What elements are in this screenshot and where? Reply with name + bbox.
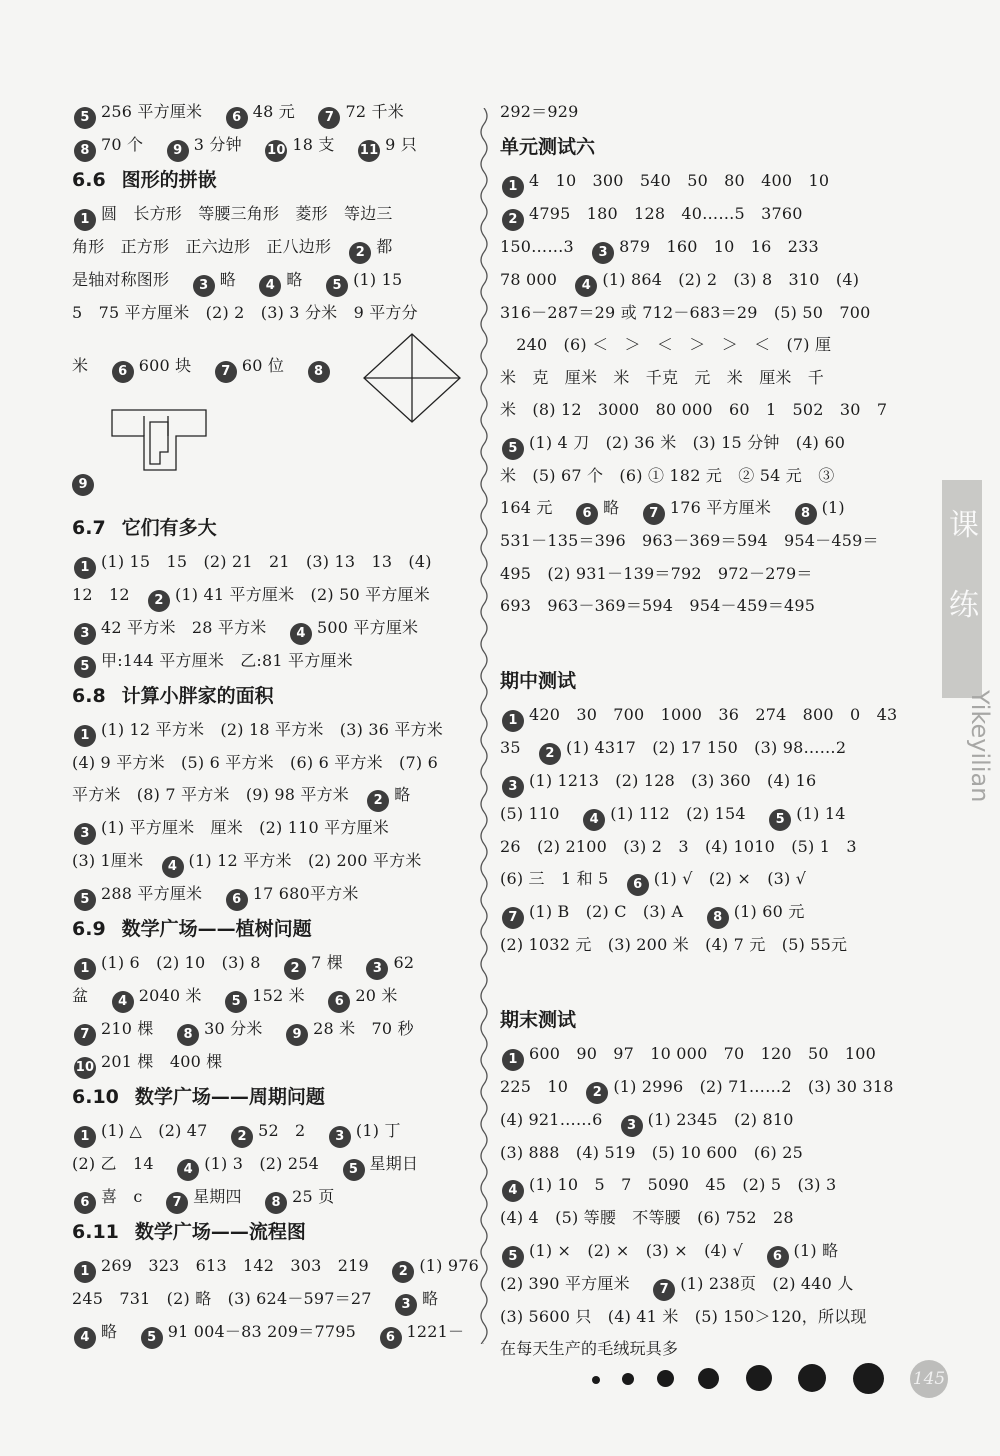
answer-text: (1) bbox=[821, 498, 845, 517]
answer-line bbox=[72, 1316, 468, 1349]
answer-line bbox=[500, 165, 896, 198]
section-title: 图形的拼嵌 bbox=[121, 169, 217, 191]
question-number: 8 bbox=[265, 1192, 287, 1214]
question-number: 9 bbox=[167, 140, 189, 162]
section-title: 计算小胖家的面积 bbox=[121, 684, 274, 707]
section-heading bbox=[72, 911, 468, 947]
question-number: 4 bbox=[112, 991, 134, 1013]
question-number: 4 bbox=[177, 1159, 199, 1181]
answer-text: (3) 888 (4) 519 (5) 10 600 (6) 25 bbox=[500, 1142, 804, 1162]
question-number: 9 bbox=[286, 1024, 308, 1046]
column-divider bbox=[474, 108, 494, 1344]
answer-line bbox=[72, 947, 468, 980]
answer-line bbox=[72, 1013, 468, 1046]
decorative-dot bbox=[746, 1365, 772, 1391]
answer-text: (2) 1032 元 (3) 200 米 (4) 7 元 (5) 55元 bbox=[500, 935, 848, 954]
answer-line bbox=[72, 96, 468, 129]
answer-text: 米 克 厘米 米 千克 元 米 厘米 千 bbox=[500, 367, 825, 387]
answer-text: (1) 60 元 bbox=[733, 902, 805, 921]
answer-text: 都 bbox=[376, 237, 393, 256]
answer-text: (5) 110 bbox=[500, 803, 560, 823]
answer-text: (1) 15 bbox=[353, 270, 403, 289]
answer-text: (1) √ (2) × (3) √ bbox=[653, 869, 807, 888]
question-number: 4 bbox=[583, 809, 605, 831]
answer-text: 5 75 平方厘米 (2) 2 (3) 3 分米 9 平方分 bbox=[72, 303, 418, 322]
decorative-dot bbox=[798, 1364, 826, 1392]
section-heading: 单元测试六 bbox=[500, 135, 596, 158]
answer-line bbox=[72, 1046, 468, 1079]
page-number: 145 bbox=[910, 1360, 948, 1398]
answer-line bbox=[500, 732, 896, 765]
answer-line bbox=[72, 812, 468, 845]
answer-line-with-figure bbox=[72, 406, 468, 510]
question-number: 6 bbox=[74, 1192, 96, 1214]
answer-text: 495 (2) 931－139＝792 972－279＝ bbox=[500, 563, 813, 583]
answer-text: 26 (2) 2100 (3) 2 3 (4) 1010 (5) 1 3 bbox=[500, 836, 857, 856]
left-column bbox=[72, 96, 480, 1349]
answer-text: 164 元 bbox=[500, 498, 553, 517]
answer-text: 201 棵 400 棵 bbox=[101, 1052, 223, 1071]
answer-text: 42 平方米 28 平方米 bbox=[101, 617, 267, 637]
question-number: 1 bbox=[74, 557, 96, 579]
question-number: 2 bbox=[586, 1082, 608, 1104]
answer-text: (1) 15 15 (2) 21 21 (3) 13 13 (4) bbox=[101, 551, 432, 571]
answer-text: 1221－ bbox=[406, 1322, 465, 1341]
tiling-shape-figure bbox=[110, 408, 210, 474]
question-number: 8 bbox=[177, 1024, 199, 1046]
answer-text: 2040 米 bbox=[138, 986, 202, 1005]
question-number: 9 bbox=[72, 474, 94, 496]
question-number: 5 bbox=[769, 809, 791, 831]
answer-text: 略 bbox=[219, 270, 236, 289]
question-number: 5 bbox=[502, 1246, 524, 1268]
question-number: 6 bbox=[112, 361, 134, 383]
question-number: 3 bbox=[592, 242, 614, 264]
answer-text: (1) 平方厘米 厘米 (2) 110 平方厘米 bbox=[101, 818, 389, 837]
answer-line bbox=[500, 1104, 896, 1137]
question-number: 1 bbox=[74, 1126, 96, 1148]
question-number: 3 bbox=[395, 1294, 417, 1316]
answer-line bbox=[500, 460, 896, 493]
answer-text: 是轴对称图形 bbox=[72, 270, 170, 289]
question-number: 7 bbox=[74, 1024, 96, 1046]
question-number: 1 bbox=[74, 1261, 96, 1283]
answer-line bbox=[500, 558, 896, 591]
answer-line bbox=[72, 779, 468, 812]
answer-text: (6) 三 1 和 5 bbox=[500, 869, 609, 888]
answer-text: 28 米 70 秒 bbox=[313, 1019, 414, 1038]
answer-text: (3) 5600 只 (4) 41 米 (5) 150＞120，所以现 bbox=[500, 1306, 867, 1326]
answer-line bbox=[72, 198, 468, 231]
answer-text: 879 160 10 16 233 bbox=[619, 236, 819, 256]
answer-line bbox=[500, 96, 896, 129]
section-heading bbox=[72, 162, 468, 198]
question-number: 2 bbox=[148, 590, 170, 612]
question-number: 3 bbox=[74, 823, 96, 845]
question-number: 11 bbox=[358, 140, 380, 162]
answer-line bbox=[500, 896, 896, 929]
answer-line bbox=[500, 1169, 896, 1202]
section-number: 6.10 bbox=[72, 1086, 119, 1108]
answer-line bbox=[72, 579, 468, 612]
answer-line bbox=[72, 1115, 468, 1148]
answer-line bbox=[72, 264, 468, 297]
decorative-dot bbox=[853, 1363, 884, 1394]
question-number: 7 bbox=[502, 907, 524, 929]
answer-line bbox=[500, 1071, 896, 1104]
question-number: 2 bbox=[349, 242, 371, 264]
answer-text: 152 米 bbox=[252, 986, 305, 1005]
answer-text: (1) 10 5 7 5090 45 (2) 5 (3) 3 bbox=[529, 1175, 837, 1194]
section-heading bbox=[72, 678, 468, 714]
answer-text: 米 bbox=[72, 355, 89, 375]
answer-text: 420 30 700 1000 36 274 800 0 43 bbox=[529, 704, 898, 724]
answer-line bbox=[72, 1148, 468, 1181]
answer-line bbox=[500, 1301, 896, 1334]
answer-line bbox=[500, 525, 896, 558]
answer-line bbox=[72, 297, 468, 330]
answer-text: (1) 976 bbox=[419, 1256, 480, 1275]
answer-line bbox=[72, 747, 468, 780]
answer-text: 4 10 300 540 50 80 400 10 bbox=[529, 170, 830, 190]
answer-text: (4) 921……6 bbox=[500, 1109, 603, 1129]
answer-line bbox=[500, 863, 896, 896]
section-heading: 期中测试 bbox=[500, 669, 577, 692]
answer-line bbox=[72, 546, 468, 579]
answer-line bbox=[500, 1202, 896, 1235]
answer-text: 288 平方厘米 bbox=[101, 884, 203, 903]
question-number: 10 bbox=[74, 1057, 96, 1079]
answer-text: 91 004－83 209＝7795 bbox=[167, 1322, 356, 1341]
question-number: 6 bbox=[767, 1246, 789, 1268]
answer-line bbox=[500, 1137, 896, 1170]
answer-line bbox=[72, 1283, 468, 1316]
question-number: 2 bbox=[231, 1126, 253, 1148]
decorative-dot bbox=[657, 1370, 674, 1387]
section-heading: 期末测试 bbox=[500, 1008, 577, 1031]
answer-text: 18 支 bbox=[292, 135, 335, 154]
answer-text: (1) 2345 (2) 810 bbox=[647, 1109, 794, 1129]
answer-text: 甲:144 平方厘米 乙:81 平方厘米 bbox=[101, 650, 353, 670]
answer-text: (4) 9 平方米 (5) 6 平方米 (6) 6 平方米 (7) 6 bbox=[72, 752, 438, 772]
answer-text: (1) 238页 (2) 440 人 bbox=[680, 1273, 854, 1293]
answer-text: 星期四 bbox=[193, 1187, 242, 1206]
question-number: 1 bbox=[74, 958, 96, 980]
answer-line bbox=[72, 129, 468, 162]
section-title: 它们有多大 bbox=[121, 516, 217, 539]
question-number: 5 bbox=[502, 438, 524, 460]
question-number: 10 bbox=[265, 140, 287, 162]
answer-line bbox=[500, 198, 896, 231]
answer-line bbox=[500, 362, 896, 395]
question-number: 4 bbox=[162, 856, 184, 878]
question-number: 1 bbox=[74, 209, 96, 231]
answer-text: 角形 正方形 正六边形 正八边形 bbox=[72, 237, 332, 256]
answer-text: 25 页 bbox=[292, 1187, 335, 1206]
question-number: 4 bbox=[575, 275, 597, 297]
question-number: 2 bbox=[367, 790, 389, 812]
decorative-dot bbox=[698, 1368, 719, 1389]
answer-text: 600 90 97 10 000 70 120 50 100 bbox=[529, 1043, 877, 1063]
section-heading bbox=[72, 1214, 468, 1250]
answer-line bbox=[72, 714, 468, 747]
answer-text: 35 bbox=[500, 737, 521, 757]
answer-text: (1) △ (2) 47 bbox=[101, 1121, 208, 1140]
question-number: 5 bbox=[74, 107, 96, 129]
answer-line bbox=[500, 1235, 896, 1268]
answer-text: 225 10 bbox=[500, 1076, 569, 1096]
answer-line bbox=[500, 297, 896, 330]
answer-text: 9 只 bbox=[385, 135, 417, 154]
answer-text: 531－135＝396 963－369＝594 954－459＝ bbox=[500, 531, 879, 550]
answer-text: 245 731 (2) 略 (3) 624－597＝27 bbox=[72, 1289, 372, 1308]
question-number: 1 bbox=[74, 725, 96, 747]
answer-text: (1) 12 平方米 (2) 200 平方米 bbox=[188, 851, 422, 870]
answer-text: 平方米 (8) 7 平方米 (9) 98 平方米 bbox=[72, 785, 350, 804]
question-number: 7 bbox=[166, 1192, 188, 1214]
question-number: 8 bbox=[795, 503, 817, 525]
question-number: 4 bbox=[290, 623, 312, 645]
answer-text: (1) 6 (2) 10 (3) 8 bbox=[101, 953, 261, 972]
question-number: 8 bbox=[707, 907, 729, 929]
answer-line bbox=[500, 929, 896, 962]
answer-text: (1) 3 (2) 254 bbox=[204, 1154, 320, 1173]
answer-text: (4) 4 (5) 等腰 不等腰 (6) 752 28 bbox=[500, 1208, 794, 1227]
question-number: 4 bbox=[74, 1327, 96, 1349]
question-number: 3 bbox=[329, 1126, 351, 1148]
answer-line bbox=[500, 1268, 896, 1301]
section-number: 6.6 bbox=[72, 169, 106, 191]
answer-text: (1) 丁 bbox=[355, 1121, 401, 1140]
decorative-dot bbox=[622, 1373, 634, 1385]
answer-text: 30 分米 bbox=[204, 1019, 263, 1038]
answer-text: 略 bbox=[603, 498, 620, 517]
section-title: 数学广场——周期问题 bbox=[134, 1086, 325, 1108]
section-number: 6.7 bbox=[72, 516, 106, 539]
answer-text: 48 元 bbox=[252, 102, 295, 121]
question-number: 3 bbox=[621, 1115, 643, 1137]
answer-text: 17 680平方米 bbox=[252, 884, 359, 903]
answer-text: 600 块 bbox=[138, 355, 192, 375]
answer-text: 500 平方厘米 bbox=[317, 617, 419, 637]
question-number: 5 bbox=[326, 275, 348, 297]
question-number: 5 bbox=[141, 1327, 163, 1349]
answer-line bbox=[500, 492, 896, 525]
section-heading bbox=[72, 1079, 468, 1115]
question-number: 2 bbox=[539, 743, 561, 765]
question-number: 5 bbox=[74, 889, 96, 911]
answer-text: (1) 112 (2) 154 bbox=[610, 803, 746, 823]
answer-text: 12 12 bbox=[72, 584, 130, 604]
answer-text: 292＝929 bbox=[500, 102, 579, 121]
answer-text: 圆 长方形 等腰三角形 菱形 等边三 bbox=[101, 204, 393, 223]
decorative-dot bbox=[592, 1376, 600, 1384]
answer-line bbox=[500, 798, 896, 831]
question-number: 2 bbox=[284, 958, 306, 980]
answer-text: 7 棵 bbox=[311, 953, 343, 972]
answer-text: 3 分钟 bbox=[193, 135, 242, 154]
answer-line bbox=[500, 765, 896, 798]
right-column bbox=[500, 96, 896, 1366]
answer-text: (1) 1213 (2) 128 (3) 360 (4) 16 bbox=[529, 770, 817, 790]
answer-text: 240 (6) ＜ ＞ ＜ ＞ ＞ ＜ (7) 厘 bbox=[500, 335, 832, 354]
question-number: 6 bbox=[328, 991, 350, 1013]
answer-line bbox=[500, 1333, 896, 1366]
section-title: 数学广场——植树问题 bbox=[121, 918, 312, 940]
answer-line bbox=[500, 329, 896, 362]
question-number: 5 bbox=[74, 656, 96, 678]
question-number: 8 bbox=[308, 361, 330, 383]
answer-text: 72 千米 bbox=[345, 102, 404, 121]
answer-text: 米 (5) 67 个 (6) ① 182 元 ② 54 元 ③ bbox=[500, 465, 835, 485]
answer-line bbox=[72, 612, 468, 645]
answer-line bbox=[72, 845, 468, 878]
sidebar-brand-text: Yikeyilian bbox=[966, 690, 994, 803]
answer-text: (1) × (2) × (3) × (4) √ bbox=[529, 1240, 744, 1260]
answer-text: 269 323 613 142 303 219 bbox=[101, 1256, 369, 1275]
question-number: 6 bbox=[226, 107, 248, 129]
answer-text: 150……3 bbox=[500, 236, 574, 256]
answer-line bbox=[500, 394, 896, 427]
answer-line bbox=[72, 878, 468, 911]
answer-text: 176 平方厘米 bbox=[669, 498, 772, 517]
answer-text: (1) 864 (2) 2 (3) 8 310 (4) bbox=[602, 269, 860, 289]
answer-line bbox=[500, 264, 896, 297]
section-number: 6.11 bbox=[72, 1221, 119, 1243]
answer-line bbox=[500, 590, 896, 623]
answer-text: 78 000 bbox=[500, 269, 558, 289]
question-number: 4 bbox=[259, 275, 281, 297]
answer-line bbox=[72, 1250, 480, 1283]
question-number: 3 bbox=[74, 623, 96, 645]
answer-text: (3) 1厘米 bbox=[72, 851, 144, 870]
answer-text: 盆 bbox=[72, 986, 89, 1005]
answer-line bbox=[500, 427, 896, 460]
answer-text: 693 963－369＝594 954－459＝495 bbox=[500, 596, 816, 615]
answer-text: 210 棵 bbox=[101, 1019, 154, 1038]
answer-line bbox=[500, 231, 896, 264]
answer-text: 70 个 bbox=[101, 135, 144, 154]
answer-line bbox=[72, 980, 468, 1013]
answer-text: (1) 12 平方米 (2) 18 平方米 (3) 36 平方米 bbox=[101, 719, 443, 739]
answer-text: 略 bbox=[101, 1322, 118, 1341]
answer-text: (1) 2996 (2) 71……2 (3) 30 318 bbox=[613, 1076, 894, 1096]
answer-line bbox=[500, 1038, 896, 1071]
answer-text: 略 bbox=[394, 785, 411, 804]
sidebar-char: 练 bbox=[949, 588, 979, 623]
question-number: 3 bbox=[502, 776, 524, 798]
question-number: 4 bbox=[502, 1180, 524, 1202]
answer-text: 256 平方厘米 bbox=[101, 102, 203, 121]
section-heading bbox=[72, 510, 468, 546]
answer-text: 316－287＝29 或 712－683＝29 (5) 50 700 bbox=[500, 302, 871, 322]
answer-text: 52 2 bbox=[258, 1121, 306, 1140]
question-number: 1 bbox=[502, 176, 524, 198]
answer-text: (1) 略 bbox=[793, 1240, 839, 1260]
question-number: 7 bbox=[643, 503, 665, 525]
answer-text: (2) 390 平方厘米 bbox=[500, 1273, 630, 1293]
answer-line-with-figure bbox=[72, 330, 468, 406]
answer-text: 略 bbox=[422, 1289, 439, 1308]
answer-line bbox=[72, 645, 468, 678]
section-number: 6.9 bbox=[72, 918, 106, 940]
question-number: 2 bbox=[502, 209, 524, 231]
question-number: 2 bbox=[392, 1261, 414, 1283]
answer-text: 20 米 bbox=[355, 986, 398, 1005]
answer-text: 米 (8) 12 3000 80 000 60 1 502 30 7 bbox=[500, 400, 888, 419]
section-number: 6.8 bbox=[72, 684, 106, 707]
answer-text: (1) 4 刀 (2) 36 米 (3) 15 分钟 (4) 60 bbox=[529, 432, 846, 452]
answer-text: (1) B (2) C (3) A bbox=[529, 902, 684, 921]
sidebar-char: 课 bbox=[949, 508, 979, 543]
answer-line bbox=[72, 1181, 468, 1214]
answer-text: (1) 41 平方厘米 (2) 50 平方厘米 bbox=[174, 584, 430, 604]
question-number: 1 bbox=[502, 1049, 524, 1071]
answer-text: 4795 180 128 40……5 3760 bbox=[529, 203, 803, 223]
answer-text: 略 bbox=[286, 270, 303, 289]
answer-text: 在每天生产的毛绒玩具多 bbox=[500, 1339, 679, 1358]
answer-line bbox=[500, 699, 896, 732]
answer-text: (1) 4317 (2) 17 150 (3) 98……2 bbox=[565, 737, 847, 757]
answer-text: (2) 乙 14 bbox=[72, 1154, 154, 1173]
question-number: 5 bbox=[225, 991, 247, 1013]
question-number: 7 bbox=[215, 361, 237, 383]
question-number: 3 bbox=[366, 958, 388, 980]
answer-text: (1) 14 bbox=[796, 803, 846, 823]
question-number: 6 bbox=[226, 889, 248, 911]
question-number: 7 bbox=[318, 107, 340, 129]
question-number: 7 bbox=[653, 1279, 675, 1301]
question-number: 6 bbox=[380, 1327, 402, 1349]
answer-text: 62 bbox=[393, 953, 415, 972]
answer-text: 喜 c bbox=[101, 1187, 143, 1206]
answer-text: 60 位 bbox=[241, 355, 285, 375]
question-number: 6 bbox=[576, 503, 598, 525]
answer-line bbox=[72, 231, 468, 264]
question-number: 3 bbox=[193, 275, 215, 297]
answer-line bbox=[500, 831, 896, 864]
section-title: 数学广场——流程图 bbox=[134, 1221, 306, 1243]
question-number: 5 bbox=[343, 1159, 365, 1181]
question-number: 8 bbox=[74, 140, 96, 162]
question-number: 1 bbox=[502, 710, 524, 732]
answer-text: 星期日 bbox=[369, 1154, 419, 1173]
question-number: 6 bbox=[627, 874, 649, 896]
